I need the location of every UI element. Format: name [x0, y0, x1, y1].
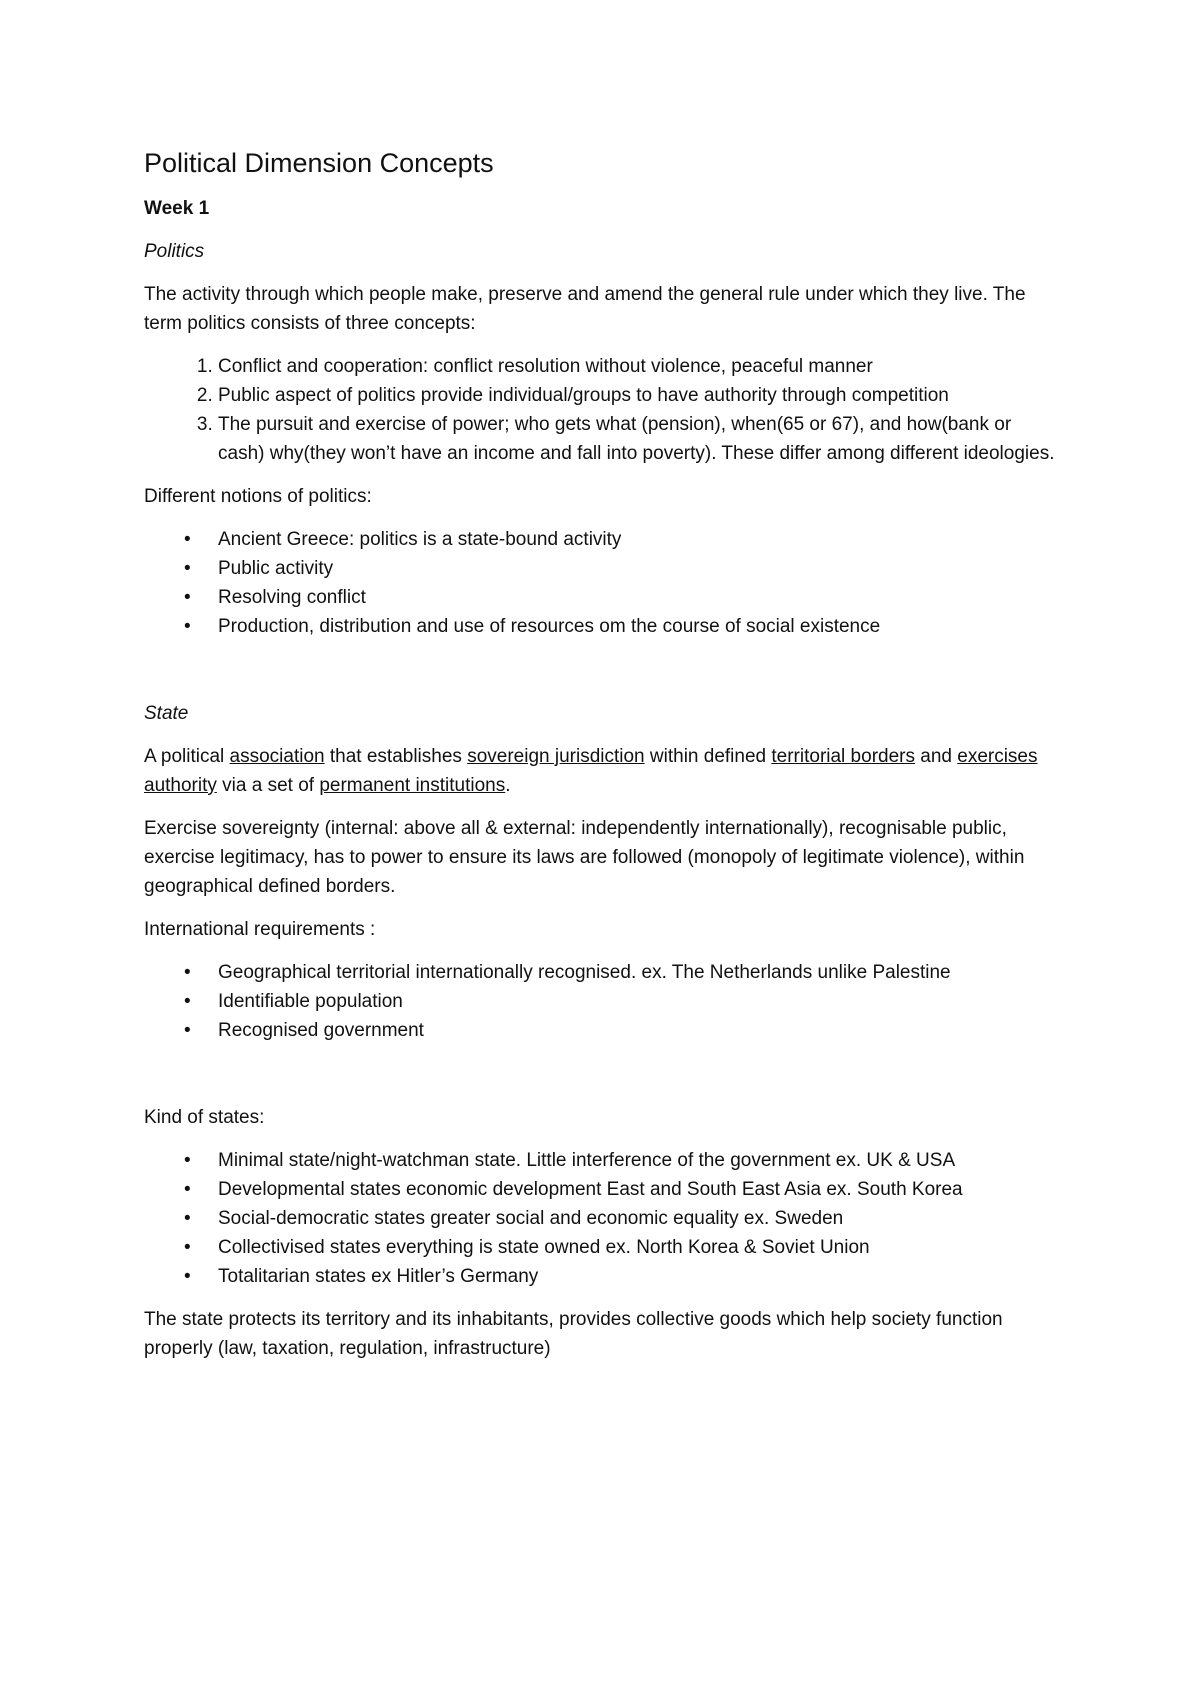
- list-item: [184, 1016, 1060, 1045]
- week-heading: Week 1: [144, 198, 210, 219]
- list-item: [184, 1175, 1060, 1204]
- list-item-text: Public activity: [218, 558, 334, 579]
- bullet-icon: •: [184, 991, 191, 1012]
- definition-underlined: territorial borders: [771, 746, 915, 767]
- definition-underlined: sovereign jurisdiction: [467, 746, 645, 767]
- state-heading: State: [144, 703, 189, 724]
- list-item-text: Totalitarian states ex Hitler’s Germany: [218, 1266, 539, 1287]
- concept-item: 1. Conflict and cooperation: conflict resolution without violence, peaceful manner: [218, 352, 1060, 381]
- notions-heading: Different notions of politics:: [144, 486, 372, 507]
- definition-underlined: exercises authority: [144, 746, 1038, 796]
- list-item: [184, 1262, 1060, 1291]
- state-conclusion: The state protects its territory and its inhabitants, provides collective goods which help society function properly (law, taxation, regulation, infrastructure): [144, 1309, 1003, 1359]
- bullet-icon: •: [184, 1150, 191, 1171]
- definition-text: A political: [144, 746, 230, 767]
- document-title: Political Dimension Concepts: [144, 148, 494, 178]
- definition-text: via a set of: [216, 775, 320, 796]
- list-item: [184, 958, 1060, 987]
- definition-text: and: [914, 746, 958, 767]
- section-spacer: [144, 1059, 1060, 1103]
- bullet-icon: •: [184, 529, 191, 550]
- list-item-text: Ancient Greece: politics is a state-bound activity: [218, 529, 622, 550]
- concept-item: 3. The pursuit and exercise of power; who gets what (pension), when(65 or 67), and how(bank or cash) why(they won’t have an income and fall into poverty). These differ among different ideologies.: [218, 410, 1060, 468]
- list-item-text: Production, distribution and use of resources om the course of social existence: [218, 616, 881, 637]
- definition-text: that establishes: [324, 746, 468, 767]
- list-item-text: Resolving conflict: [218, 587, 366, 608]
- definition-underlined: association: [229, 746, 325, 767]
- kinds-list: [144, 1146, 1060, 1291]
- list-item-text: Collectivised states everything is state owned ex. North Korea & Soviet Union: [218, 1237, 870, 1258]
- notions-list: [144, 525, 1060, 641]
- list-item: [184, 583, 1060, 612]
- list-item-text: Social-democratic states greater social and economic equality ex. Sweden: [218, 1208, 844, 1229]
- list-item-text: Developmental states economic development East and South East Asia ex. South Korea: [218, 1179, 963, 1200]
- bullet-icon: •: [184, 587, 191, 608]
- list-item: [184, 987, 1060, 1016]
- state-definition: [144, 742, 1060, 800]
- list-item: [184, 1233, 1060, 1262]
- kinds-heading: Kind of states:: [144, 1107, 265, 1128]
- bullet-icon: •: [184, 1179, 191, 1200]
- state-description: Exercise sovereignty (internal: above all & external: independently internationally), recognisable public, exercise legitimacy, has to power to ensure its laws are followed (monopoly of legitimate violence), within geographical defined borders.: [144, 818, 1025, 897]
- list-item: [184, 1146, 1060, 1175]
- bullet-icon: •: [184, 1208, 191, 1229]
- list-item: [184, 612, 1060, 641]
- section-spacer: [144, 655, 1060, 699]
- definition-underlined: permanent institutions: [319, 775, 506, 796]
- bullet-icon: •: [184, 1237, 191, 1258]
- definition-text: .: [505, 775, 511, 796]
- list-item: [184, 525, 1060, 554]
- politics-concepts-list: [144, 352, 1060, 468]
- politics-heading: Politics: [144, 241, 205, 262]
- requirements-list: [144, 958, 1060, 1045]
- bullet-icon: •: [184, 962, 191, 983]
- list-item: [184, 1204, 1060, 1233]
- list-item-text: Minimal state/night-watchman state. Little interference of the government ex. UK & USA: [218, 1150, 956, 1171]
- definition-text: within defined: [644, 746, 772, 767]
- bullet-icon: •: [184, 616, 191, 637]
- bullet-icon: •: [184, 1266, 191, 1287]
- bullet-icon: •: [184, 1020, 191, 1041]
- requirements-heading: International requirements :: [144, 919, 376, 940]
- list-item-text: Identifiable population: [218, 991, 403, 1012]
- bullet-icon: •: [184, 558, 191, 579]
- concept-item: 2. Public aspect of politics provide individual/groups to have authority through competition: [218, 381, 1060, 410]
- politics-intro: The activity through which people make, preserve and amend the general rule under which they live. The term politics consists of three concepts:: [144, 284, 1026, 334]
- list-item-text: Geographical territorial internationally recognised. ex. The Netherlands unlike Palestine: [218, 962, 951, 983]
- list-item-text: Recognised government: [218, 1020, 424, 1041]
- list-item: [184, 554, 1060, 583]
